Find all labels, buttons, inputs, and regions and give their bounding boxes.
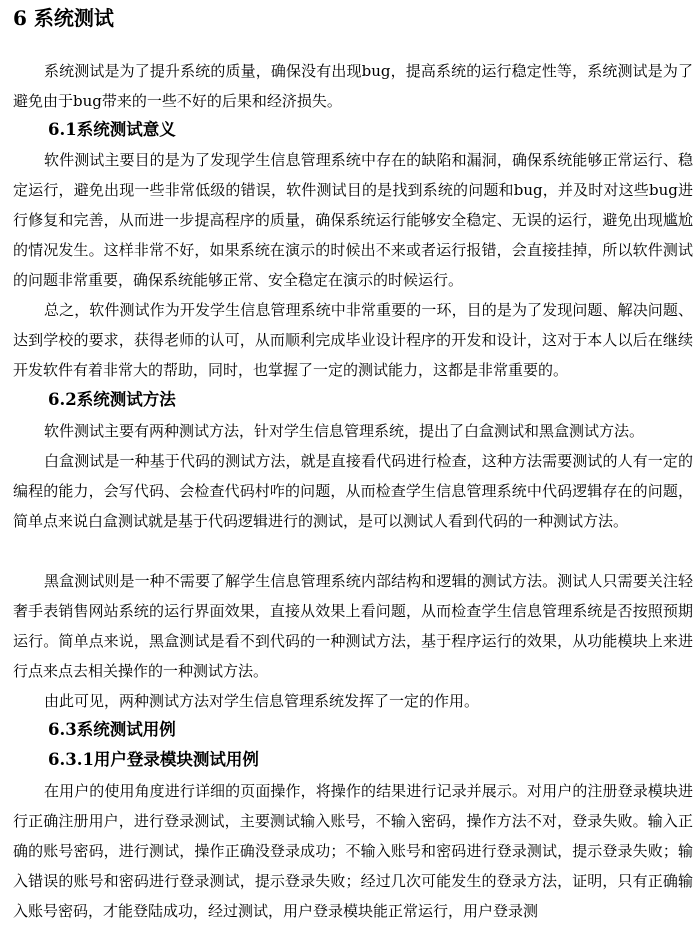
section-6-2-paragraph-4: 由此可见，两种测试方法对学生信息管理系统发挥了一定的作用。 [44, 692, 480, 710]
section-6-2-paragraph-3: 黑盒测试则是一种不需要了解学生信息管理系统内部结构和逻辑的测试方法。测试人只需要关注轻奢手表销售网站系统的运行界面效果，直接从效果上看问题，从而检查学生信息管理系统是否按照预期运行。简单点来说，黑盒测试是看不到代码的一种测试方法，基于程序运行的效果，从功能模块上来进行点来点去相关操作的一种测试方法。 [13, 572, 693, 680]
section-6-1-paragraph-1: 软件测试主要目的是为了发现学生信息管理系统中存在的缺陷和漏洞，确保系统能够正常运行、稳定运行，避免出现一些非常低级的错误，软件测试目的是找到系统的问题和bug，并及时对这些bug进行修复和完善，从而进一步提高程序的质量，确保系统运行能够安全稳定、无误的运行，避免出现尴尬的情况发生。这样非常不好，如果系统在演示的时候出不来或者运行报错，会直接挂掉，所以软件测试的问题非常重要，确保系统能够正常、安全稳定在演示的时候运行。 [13, 151, 693, 289]
section-6-2-title: 6.2系统测试方法 [48, 390, 176, 409]
section-6-2-paragraph-1: 软件测试主要有两种测试方法，针对学生信息管理系统，提出了白盒测试和黑盒测试方法。 [44, 422, 645, 440]
section-6-3-title: 6.3系统测试用例 [48, 720, 176, 739]
chapter-title: 6 系统测试 [13, 6, 114, 30]
section-6-1-title: 6.1系统测试意义 [48, 120, 176, 139]
section-6-3-1-title: 6.3.1用户登录模块测试用例 [48, 750, 259, 769]
section-6-2-paragraph-2: 白盒测试是一种基于代码的测试方法，就是直接看代码进行检查，这种方法需要测试的人有一定的编程的能力，会写代码、会检查代码村咋的问题，从而检查学生信息管理系统中代码逻辑存在的问题，简单点来说白盒测试就是基于代码逻辑进行的测试，是可以测试人看到代码的一种测试方法。 [13, 452, 693, 530]
section-6-3-1-paragraph: 在用户的使用角度进行详细的页面操作，将操作的结果进行记录并展示。对用户的注册登录模块进行正确注册用户，进行登录测试，主要测试输入账号，不输入密码，操作方法不对，登录失败。输入正确的账号密码，进行测试，操作正确没登录成功；不输入账号和密码进行登录测试，提示登录失败；输入错误的账号和密码进行登录测试，提示登录失败；经过几次可能发生的登录方法，证明，只有正确输入账号密码，才能登陆成功，经过测试，用户登录模块能正常运行，用户登录测 [13, 782, 693, 920]
section-6-1-paragraph-2: 总之，软件测试作为开发学生信息管理系统中非常重要的一环，目的是为了发现问题、解决问题、达到学校的要求，获得老师的认可，从而顺利完成毕业设计程序的开发和设计，这对于本人以后在继续开发软件有着非常大的帮助，同时，也掌握了一定的测试能力，这都是非常重要的。 [13, 301, 693, 379]
intro-paragraph: 系统测试是为了提升系统的质量，确保没有出现bug，提高系统的运行稳定性等，系统测试是为了避免由于bug带来的一些不好的后果和经济损失。 [13, 62, 693, 110]
